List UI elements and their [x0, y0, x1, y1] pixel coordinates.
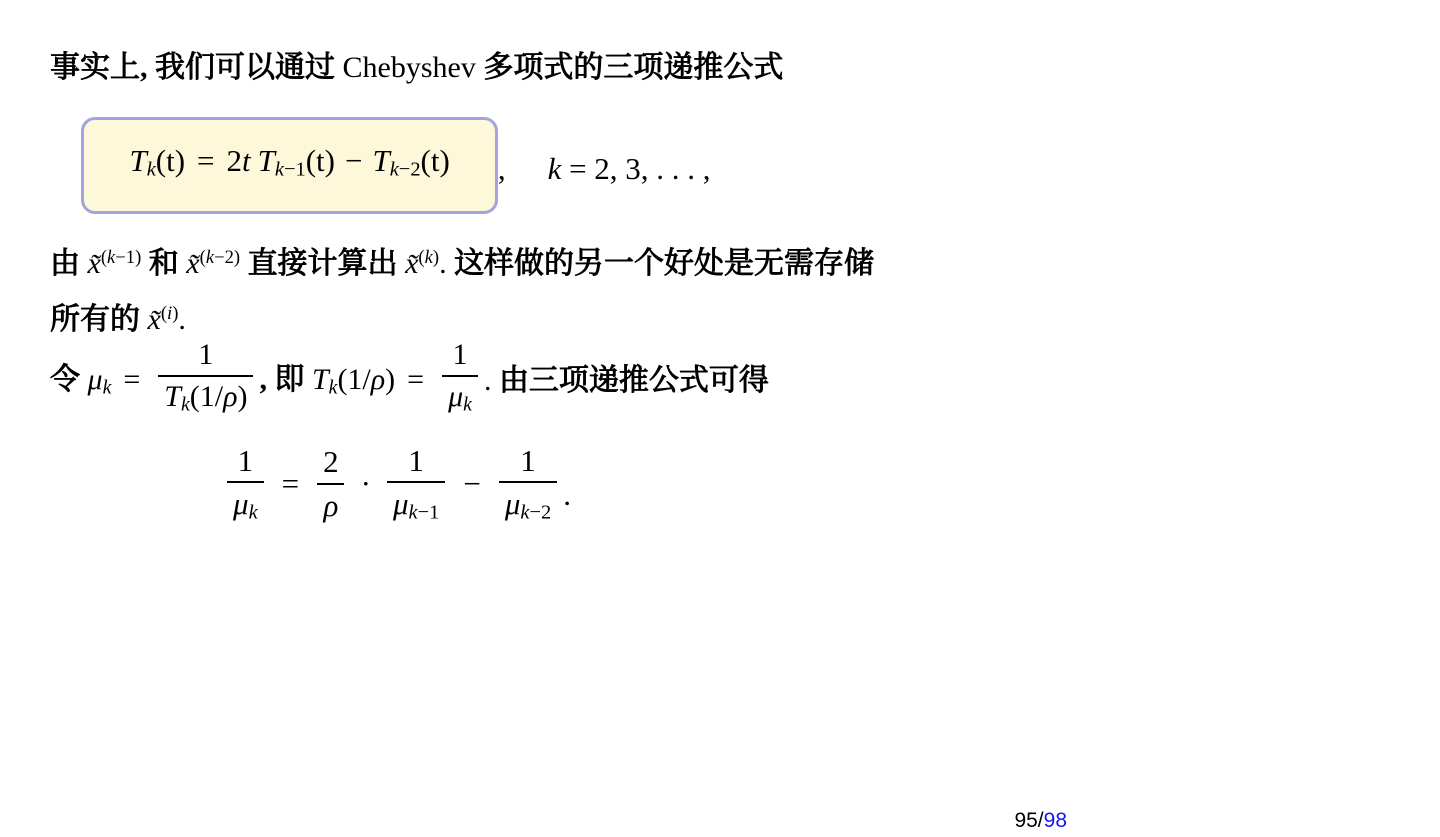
math-superscript: (k) — [418, 247, 440, 268]
page-number — [1014, 809, 1067, 833]
math-x-tilde: x̃ — [405, 247, 419, 281]
intro-text-zh1: 事实上, 我们可以通过 — [50, 51, 343, 84]
math-superscript: (k−2) — [199, 247, 241, 268]
page-total: 98 — [1043, 809, 1067, 832]
math-rho: ρ — [323, 488, 339, 523]
fraction-2-over-rho: $\frac{2}{\rho}$ — [317, 444, 345, 523]
fraction-1-over-mu-k-1: $\frac{1}{\mu k-1}$ — [387, 443, 445, 526]
period: . — [563, 477, 571, 512]
math-arg: (t) — [420, 143, 450, 178]
math-rho: ρ — [370, 363, 386, 397]
math-T: T — [311, 363, 329, 397]
equals-sign: = — [123, 363, 141, 397]
mu-definition-line — [50, 333, 769, 421]
page-separator: / — [1037, 809, 1044, 832]
fraction-1-over-mu-k-2: $\frac{1}{\mu k-2}$ — [499, 443, 557, 526]
chebyshev-recurrence-box — [81, 117, 497, 214]
math-arg: (t) — [305, 143, 335, 178]
math-subscript: k−2 — [389, 158, 421, 181]
mu-def-tail: . 由三项递推公式可得 — [483, 364, 769, 397]
math-subscript: k — [146, 158, 156, 181]
math-superscript: (i) — [160, 303, 179, 325]
equals-sign: = — [407, 363, 425, 397]
period: . — [439, 247, 447, 281]
intro-text-latin: Chebyshev — [342, 51, 476, 84]
page-current: 95 — [1014, 809, 1038, 832]
recurrence-line — [0, 117, 792, 214]
minus-sign: − — [463, 466, 481, 501]
period: . — [483, 364, 492, 397]
paragraph-line-1: 由 x̃$^{(k-1)}$ 和 x̃$^{(k-2)}$ 直接计算出 x̃$^{(k)}$. 这样做的另一个好处是无需存储 — [50, 247, 875, 281]
fraction-1-over-mu-k: $\frac{1}{\mu k}$ — [227, 443, 264, 526]
math-T: T — [257, 143, 275, 178]
math-subscript: k−1 — [274, 158, 306, 181]
tail-comma: , — [497, 151, 506, 187]
paragraph — [50, 233, 874, 345]
intro-text-zh2: 多项式的三项递推公式 — [475, 51, 784, 84]
math-subscript: k — [328, 376, 338, 399]
math-coef: 2 — [226, 143, 243, 178]
fraction-1-over-mu-k: $\frac{1}{\mu k}$ — [442, 338, 478, 417]
math-var-t: t — [242, 143, 251, 178]
mu-def-mid: , 即 Tk(1/ρ) = — [259, 363, 425, 399]
paragraph-line-2: 所有的 x̃$^{(i)}$. — [50, 303, 186, 337]
equals-sign: = — [281, 466, 300, 501]
recurrence-condition — [498, 151, 711, 187]
math-rho: ρ — [223, 380, 238, 414]
math-x-tilde: x̃ — [186, 247, 200, 281]
intro-line — [50, 49, 783, 87]
minus-sign: − — [344, 143, 363, 178]
cdot-sign: · — [360, 466, 371, 501]
mu-def-lhs: 令 μk = — [50, 363, 141, 399]
condition-text: k = 2, 3, . . . , — [547, 151, 711, 187]
math-x-tilde: x̃ — [147, 303, 161, 337]
math-arg: (t) — [155, 143, 186, 178]
math-T: T — [129, 143, 147, 178]
math-T: T — [372, 143, 390, 178]
fraction-1-over-Tk: $\frac{1}{Tk(1/\rho)}$ — [158, 338, 253, 417]
math-x-tilde: x̃ — [87, 247, 101, 281]
equals-sign: = — [197, 143, 215, 178]
period: . — [178, 303, 186, 337]
math-mu: μ — [87, 363, 103, 397]
math-subscript: k — [102, 376, 112, 399]
mu-recurrence-equation — [0, 437, 792, 531]
math-superscript: (k−1) — [100, 247, 142, 268]
